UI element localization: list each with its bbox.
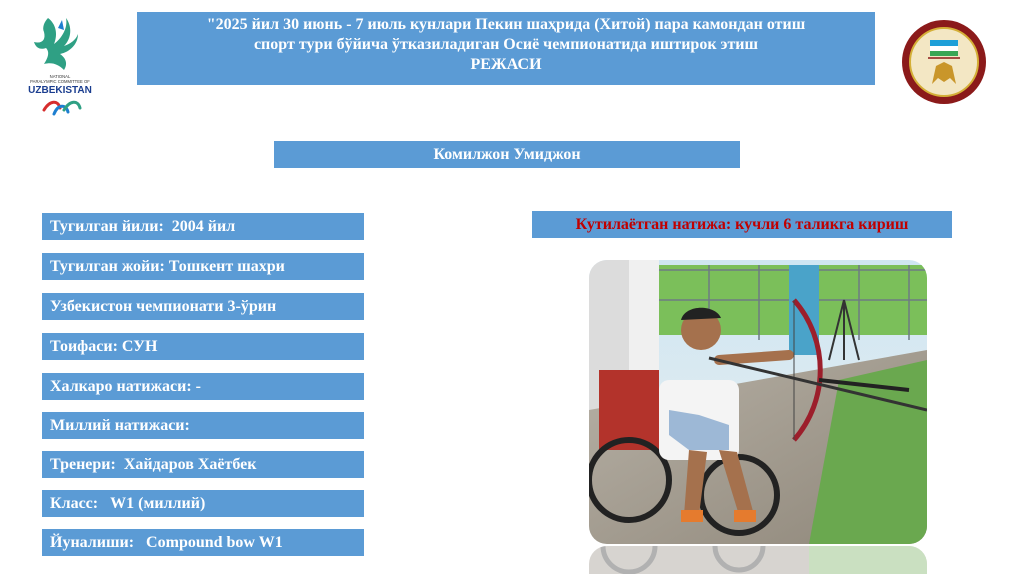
- info-birth-year: Тугилган йили: 2004 йил: [42, 213, 364, 240]
- athlete-name: Комилжон Умиджон: [274, 141, 740, 168]
- info-birth-place: Тугилган жойи: Тошкент шахри: [42, 253, 364, 280]
- logo-text-committee: PARALYMPIC COMMITTEE OF: [30, 79, 90, 84]
- logo-text-national: NATIONAL: [49, 74, 71, 79]
- info-coach: Тренери: Хайдаров Хаётбек: [42, 451, 364, 478]
- info-category: Тоифаси: СУН: [42, 333, 364, 360]
- logo-text-uzbekistan: UZBEKISTAN: [28, 85, 92, 96]
- athlete-photo: [589, 260, 927, 544]
- expected-result: Кутилаётган натижа: кучли 6 таликга кириш: [532, 211, 952, 238]
- info-international-result: Халкаро натижаси: -: [42, 373, 364, 400]
- info-national-result: Миллий натижаси:: [42, 412, 364, 439]
- npc-uzbekistan-logo: [18, 14, 102, 124]
- title-line-1: "2025 йил 30 июнь - 7 июль кунлари Пекин шаҳрида (Хитой) пара камондан отиш: [206, 16, 806, 33]
- title-line-2: спорт тури бўйича ўтказиладиган Осиё чемпионатида иштирок этиш: [253, 36, 759, 53]
- athlete-photo-reflection: [589, 546, 927, 574]
- info-direction: Йуналиши: Compound bow W1: [42, 529, 364, 556]
- plan-title: [137, 12, 875, 85]
- info-class: Класс: W1 (миллий): [42, 490, 364, 517]
- info-national-championship: Узбекистон чемпионати 3-ўрин: [42, 293, 364, 320]
- title-line-3: РЕЖАСИ: [470, 56, 542, 73]
- archery-federation-emblem: [900, 18, 988, 106]
